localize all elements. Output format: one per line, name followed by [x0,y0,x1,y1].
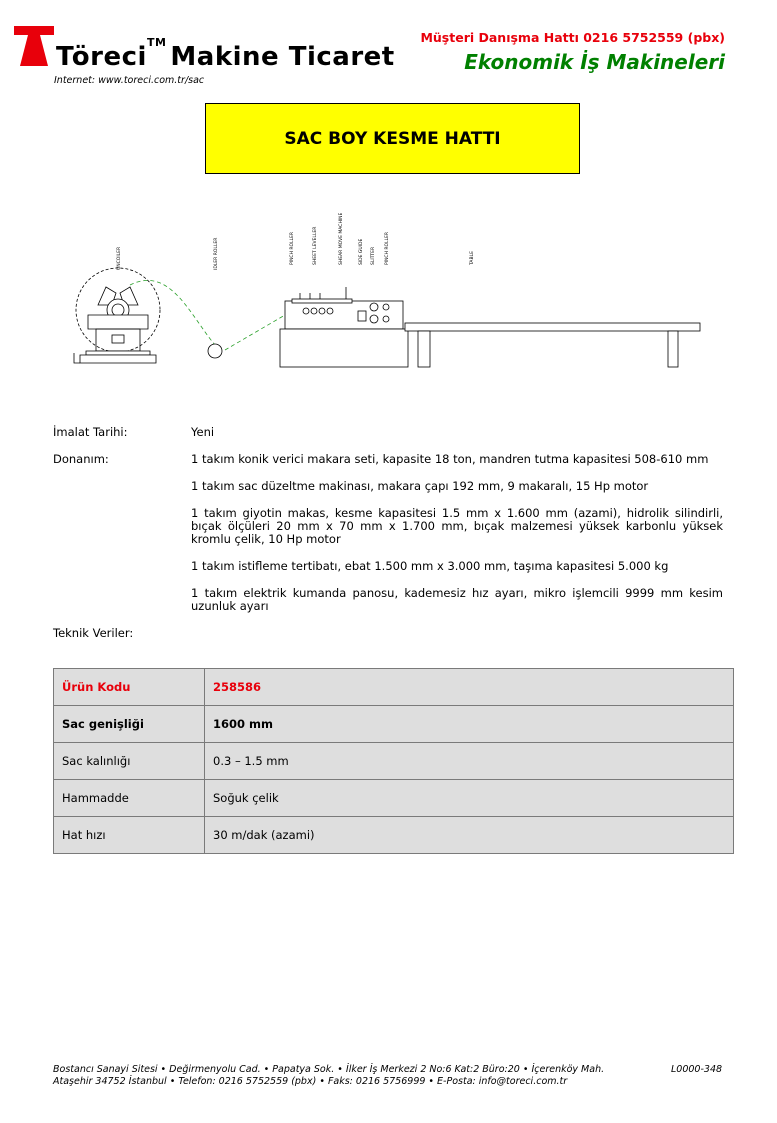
sheet-width-label: Sac genişliği [54,706,205,743]
sheet-thickness-value: 0.3 – 1.5 mm [205,743,734,780]
label-sheet-leveller: SHEET LEVELLER [313,226,318,265]
line-speed-label: Hat hızı [54,817,205,854]
tagline: Ekonomik İş Makineleri [464,50,725,74]
brand-name [56,36,395,72]
label-table: TABLE [470,251,475,265]
label-pinch-roller-2: PINCH ROLLER [385,231,390,265]
technical-data-label: Teknik Veriler: [53,626,134,640]
production-line-diagram [60,195,710,385]
manufacture-date-value: Yeni [191,425,215,439]
equipment-item-5: 1 takım elektrik kumanda panosu, kademesiz hız ayarı, mikro işlemcili 9999 mm kesim uzunluk ayarı [191,586,723,613]
line-speed-value: 30 m/dak (azami) [205,817,734,854]
sheet-width-value: 1600 mm [205,706,734,743]
label-shear-machine: SHEAR MOVE MACHINE [339,212,344,265]
strip-path-line [130,280,285,350]
manufacture-date-label: İmalat Tarihi: [53,425,128,439]
table-row [54,780,734,817]
label-slitter: SLITTER [371,246,376,265]
website-link[interactable]: Internet: www.toreci.com.tr/sac [54,75,205,86]
table-row [54,669,734,706]
uncoiler-machine [74,268,160,363]
product-code-value: 258586 [205,669,734,706]
table-row [54,817,734,854]
product-code-label: Ürün Kodu [54,669,205,706]
raw-material-label: Hammadde [54,780,205,817]
trademark-mark: TM [146,36,167,49]
footer-address [53,1064,604,1088]
technical-data-table [53,668,734,854]
label-pinch-roller-1: PINCH ROLLER [290,231,295,265]
label-uncoiler: UNCOILER [117,246,122,270]
label-idler-roller: IDLER ROLLER [214,237,219,270]
label-side-guide: SIDE GUIDE [359,238,364,265]
brand-name-suffix: Makine Ticaret [170,42,395,72]
footer-line-1: Bostancı Sanayi Sitesi • Değirmenyolu Cad. • Papatya Sok. • İlker İş Merkezi 2 No:6 Kat:2 Büro:20 • İçerenköy Mah. [53,1064,605,1075]
raw-material-value: Soğuk çelik [205,780,734,817]
equipment-item-3: 1 takım giyotin makas, kesme kapasitesi 1.5 mm x 1.600 mm (azami), hidrolik silindirli, bıçak ölçüleri 20 mm x 70 mm x 1.700 mm, bıçak malzemesi yüksek karbonlu yüksek kromlu çelik, 10 Hp motor [191,506,723,546]
equipment-label: Donanım: [53,452,109,466]
page-title: SAC BOY KESME HATTI [205,103,580,174]
table-row [54,743,734,780]
equipment-item-2: 1 takım sac düzeltme makinası, makara çapı 192 mm, 9 makaralı, 15 Hp motor [191,479,649,493]
footer-line-2: Ataşehir 34752 İstanbul • Telefon: 0216 5752559 (pbx) • Faks: 0216 5756999 • E-Posta: info@toreci.com.tr [53,1076,568,1087]
table-row [54,706,734,743]
brand-name-main: Töreci [56,42,147,72]
toreci-logo-icon [14,26,54,66]
idler-roller-shape [208,344,222,358]
document-code: L0000-348 [671,1064,723,1075]
customer-hotline: Müşteri Danışma Hattı 0216 5752559 (pbx) [420,30,725,45]
stacking-table [405,323,700,367]
sheet-thickness-label: Sac kalınlığı [54,743,205,780]
main-machine-group [280,287,408,367]
equipment-item-1: 1 takım konik verici makara seti, kapasite 18 ton, mandren tutma kapasitesi 508-610 mm [191,452,709,466]
equipment-item-4: 1 takım istifleme tertibatı, ebat 1.500 mm x 3.000 mm, taşıma kapasitesi 5.000 kg [191,559,669,573]
